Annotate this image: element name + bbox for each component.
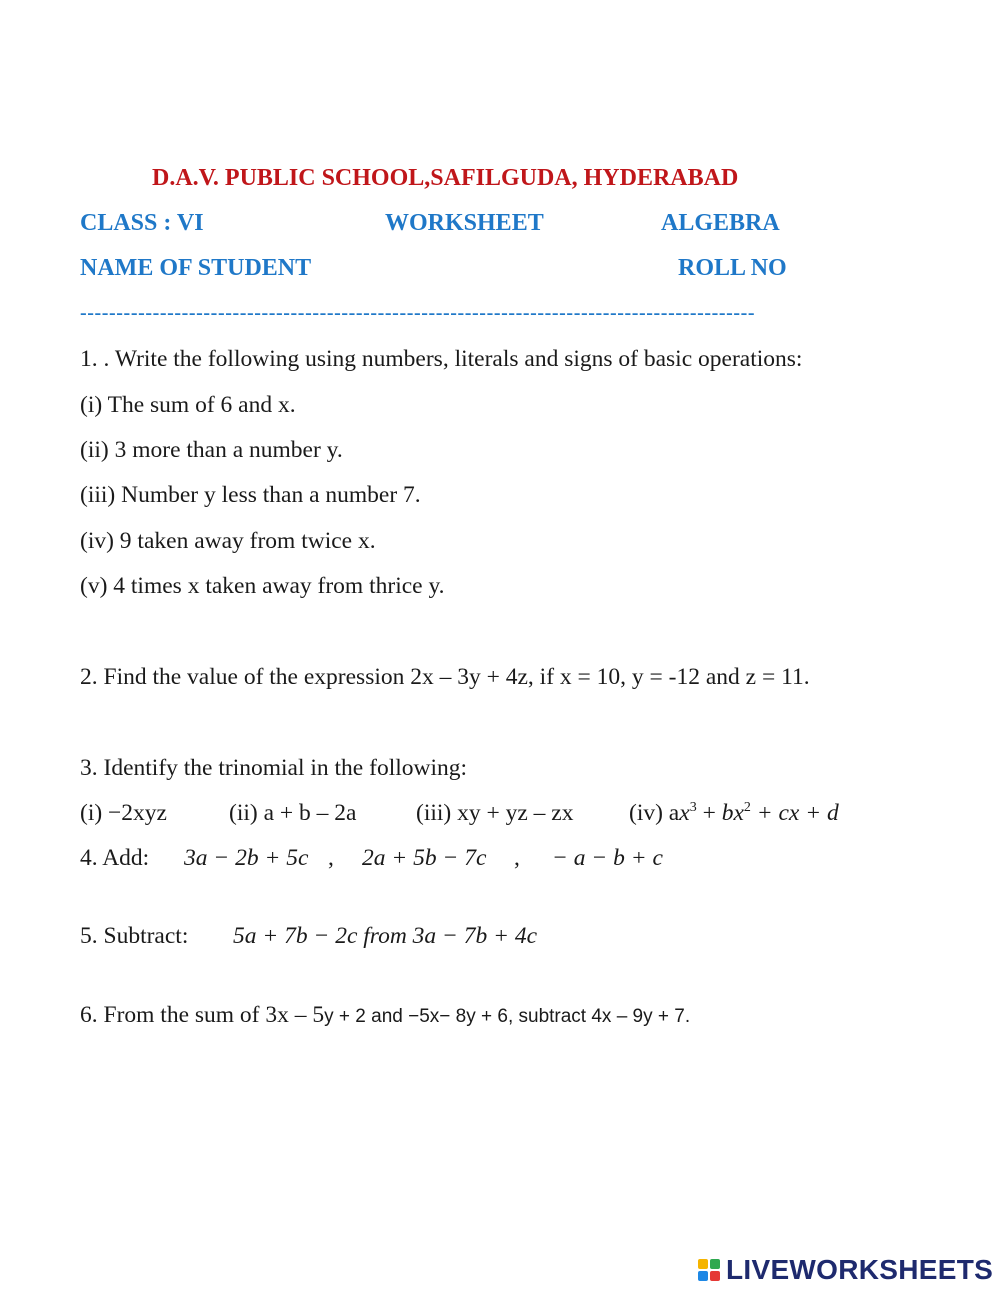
question-1-title: 1. . Write the following using numbers, literals and signs of basic operations: bbox=[80, 346, 803, 372]
logo-squares-icon bbox=[698, 1259, 720, 1281]
separator-line: --------------------------------------------------------------------------------------------- bbox=[80, 302, 756, 324]
question-5-label: 5. Subtract: bbox=[80, 923, 189, 949]
worksheet-label: WORKSHEET bbox=[385, 210, 544, 236]
question-4-expression-3: − a − b + c bbox=[552, 845, 663, 871]
question-4-expression-2: 2a + 5b − 7c bbox=[362, 845, 487, 871]
subject-label: ALGEBRA bbox=[661, 210, 780, 236]
question-1-item-v: (v) 4 times x taken away from thrice y. bbox=[80, 573, 445, 599]
question-5-expression: 5a + 7b − 2c from 3a − 7b + 4c bbox=[233, 923, 538, 949]
question-4-label: 4. Add: bbox=[80, 845, 150, 871]
question-2: 2. Find the value of the expression 2x – 3y + 4z, if x = 10, y = -12 and z = 11. bbox=[80, 664, 810, 690]
question-1-item-ii: (ii) 3 more than a number y. bbox=[80, 437, 343, 463]
question-3-title: 3. Identify the trinomial in the following: bbox=[80, 755, 468, 781]
question-6: 6. From the sum of 3x – 5y + 2 and −5x− 8y + 6, subtract 4x – 9y + 7. bbox=[80, 1002, 691, 1028]
liveworksheets-logo bbox=[698, 1254, 993, 1286]
question-3-option-i: (i) −2xyz bbox=[80, 800, 167, 826]
question-3-option-ii: (ii) a + b – 2a bbox=[229, 800, 357, 826]
question-4-comma-1: , bbox=[328, 845, 334, 871]
question-1-item-iii: (iii) Number y less than a number 7. bbox=[80, 482, 421, 508]
logo-text: LIVEWORKSHEETS bbox=[726, 1254, 994, 1285]
student-name-label: NAME OF STUDENT bbox=[80, 255, 312, 281]
question-3-option-iv: (iv) $ax^3 + bx^2$ + cx + d bbox=[629, 800, 839, 826]
school-name: D.A.V. PUBLIC SCHOOL,SAFILGUDA, HYDERABAD bbox=[152, 165, 739, 191]
question-1-item-i: (i) The sum of 6 and x. bbox=[80, 392, 296, 418]
question-3-option-iii: (iii) xy + yz – zx bbox=[416, 800, 574, 826]
class-label: CLASS : VI bbox=[80, 210, 204, 236]
question-4-expression-1: 3a − 2b + 5c bbox=[184, 845, 309, 871]
question-4-comma-2: , bbox=[514, 845, 520, 871]
roll-number-label: ROLL NO bbox=[678, 255, 787, 281]
question-1-item-iv: (iv) 9 taken away from twice x. bbox=[80, 528, 376, 554]
